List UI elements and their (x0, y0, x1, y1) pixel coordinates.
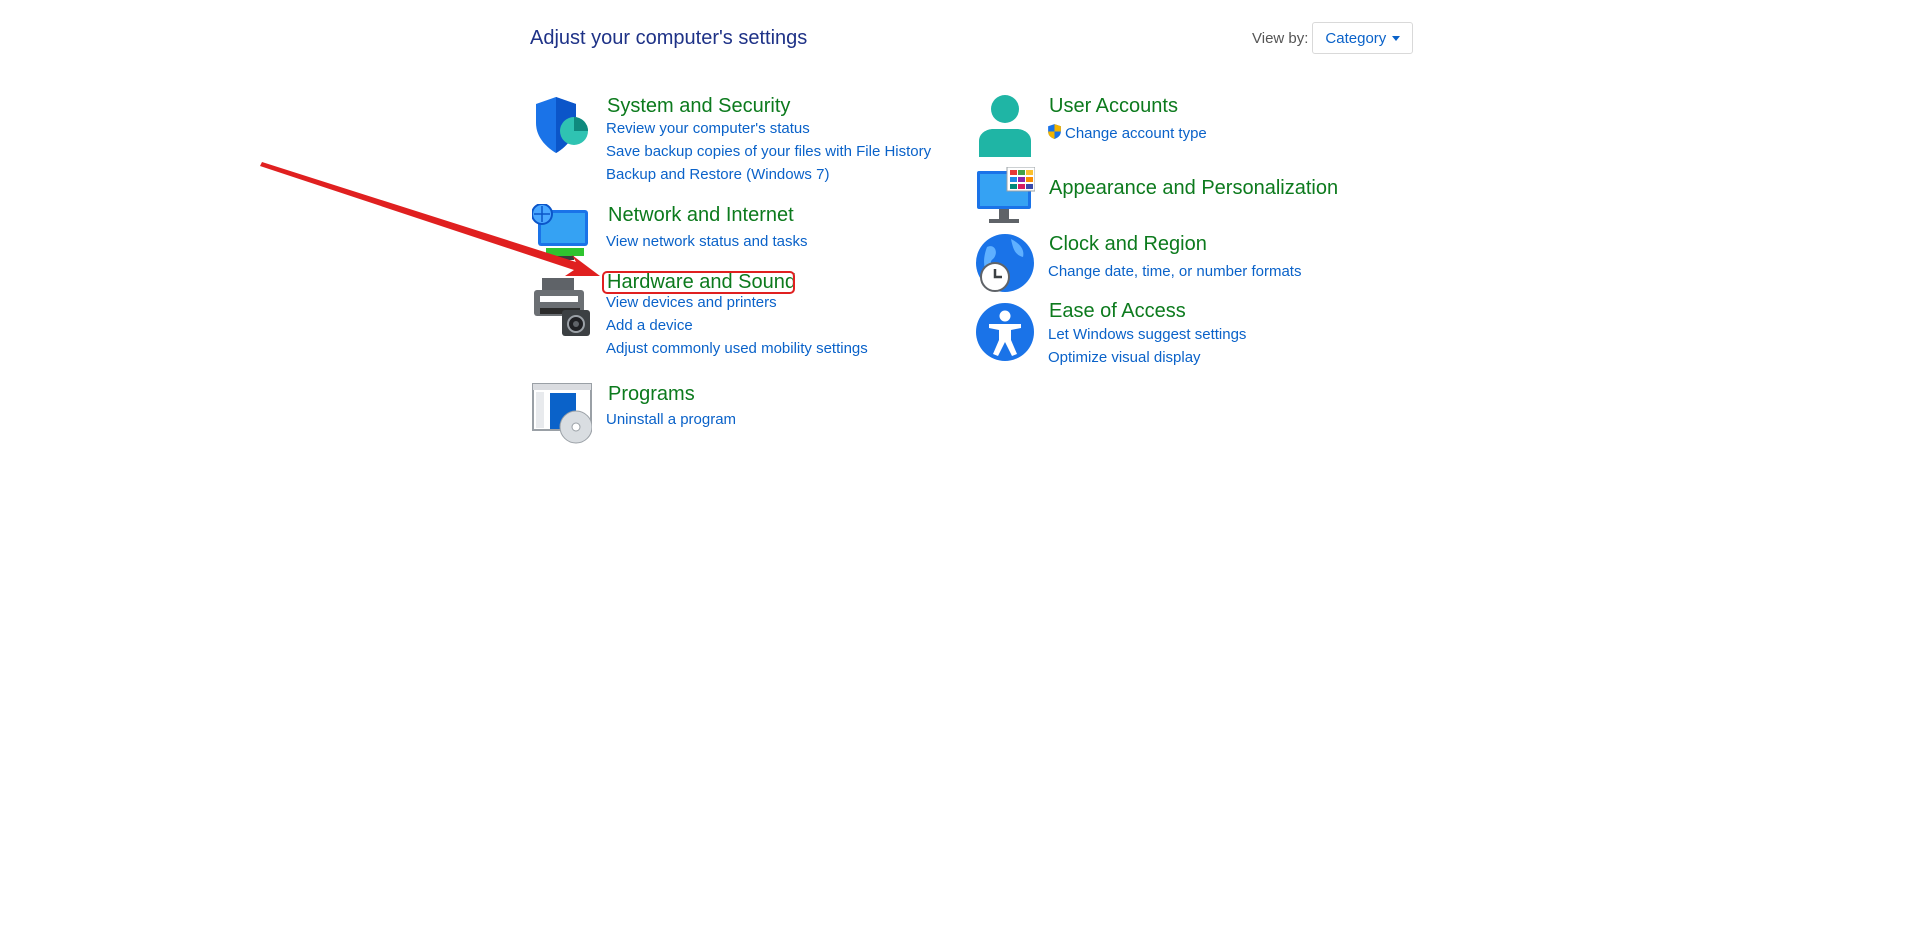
link-windows-suggest[interactable]: Let Windows suggest settings (1048, 326, 1247, 343)
printer-icon (532, 276, 592, 338)
link-add-device[interactable]: Add a device (606, 317, 693, 334)
view-by (1252, 22, 1413, 54)
link-network-status[interactable]: View network status and tasks (606, 233, 808, 250)
chevron-down-icon (1392, 36, 1400, 41)
link-review-status[interactable]: Review your computer's status (606, 120, 810, 137)
category-title-appearance[interactable]: Appearance and Personalization (1049, 177, 1339, 199)
category-title-clock-region[interactable]: Clock and Region (1049, 233, 1207, 255)
link-date-time-formats[interactable]: Change date, time, or number formats (1048, 263, 1302, 280)
programs-icon (532, 383, 592, 445)
appearance-icon (975, 167, 1035, 229)
link-optimize-display[interactable]: Optimize visual display (1048, 349, 1201, 366)
category-title-ease-access[interactable]: Ease of Access (1049, 300, 1186, 322)
globe-clock-icon (975, 233, 1035, 295)
link-mobility-settings[interactable]: Adjust commonly used mobility settings (606, 340, 868, 357)
category-title-network-internet[interactable]: Network and Internet (608, 204, 794, 226)
link-change-account-type[interactable] (1046, 123, 1207, 142)
accessibility-icon (975, 302, 1035, 364)
link-backup-restore[interactable]: Backup and Restore (Windows 7) (606, 166, 830, 183)
link-uninstall-program[interactable]: Uninstall a program (606, 411, 737, 428)
view-by-value: Category (1325, 29, 1387, 47)
network-icon (532, 204, 592, 266)
uac-shield-icon (1046, 123, 1063, 140)
category-title-system-security[interactable]: System and Security (607, 95, 791, 117)
link-file-history[interactable]: Save backup copies of your files with File History (606, 143, 932, 160)
view-by-dropdown[interactable] (1312, 22, 1413, 54)
category-title-programs[interactable]: Programs (608, 383, 695, 405)
category-title-user-accounts[interactable]: User Accounts (1049, 95, 1178, 117)
user-icon (975, 95, 1035, 157)
shield-icon (532, 95, 592, 157)
category-title-hardware-sound[interactable]: Hardware and Sound (607, 271, 797, 293)
link-label: Change account type (1065, 125, 1207, 142)
view-by-label: View by: (1252, 29, 1309, 47)
page-title: Adjust your computer's settings (530, 27, 808, 49)
link-devices-printers[interactable]: View devices and printers (606, 294, 777, 311)
